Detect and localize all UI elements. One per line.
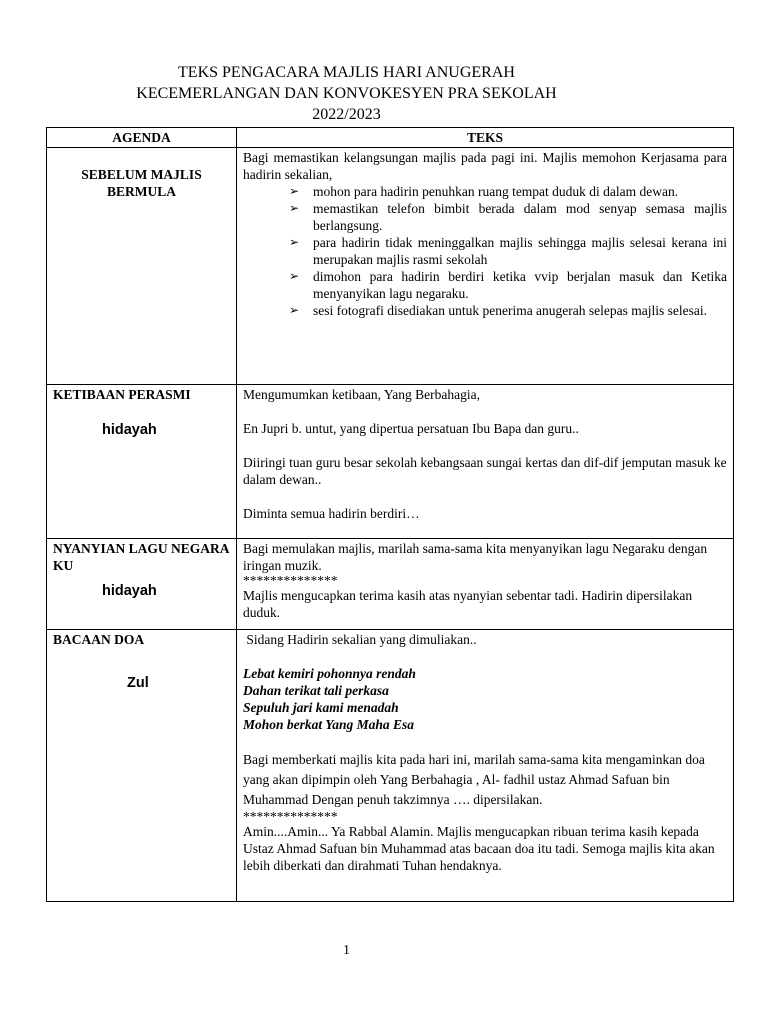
teks-cell [237, 630, 734, 902]
agenda-cell [47, 539, 237, 630]
announcement-line: Diminta semua hadirin berdiri… [243, 506, 420, 521]
agenda-label: BACAAN DOA [53, 632, 145, 647]
pantun-line: Mohon berkat Yang Maha Esa [243, 717, 415, 732]
arrowhead-bullet-icon: ➢ [289, 201, 300, 215]
opening-line: Sidang Hadirin sekalian yang dimuliakan.. [243, 632, 477, 647]
agenda-cell [47, 385, 237, 539]
pantun-line: Sepuluh jari kami menadah [243, 700, 399, 715]
title-line-3: 2022/2023 [312, 106, 381, 123]
list-item-text: memastikan telefon bimbit berada dalam mod senyap semasa majlis berlangsung. [313, 201, 727, 233]
list-item-text: mohon para hadirin penuhkan ruang tempat duduk di dalam dewan. [313, 184, 679, 199]
arrowhead-bullet-icon: ➢ [289, 184, 300, 198]
list-item [243, 183, 727, 200]
agenda-label: KETIBAAN PERASMI [53, 387, 191, 402]
list-item [243, 302, 727, 319]
page-number: 1 [343, 943, 350, 958]
title-line-2: KECEMERLANGAN DAN KONVOKESYEN PRA SEKOLAH [136, 85, 557, 102]
announcement-line: Diiringi tuan guru besar sekolah kebangsaan sungai kertas dan dif-dif jemputan masuk ke dalam dewan.. [243, 455, 727, 487]
arrowhead-bullet-icon: ➢ [289, 235, 300, 249]
agenda-label: SEBELUM MAJLIS BERMULA [81, 167, 202, 199]
agenda-label: NYANYIAN LAGU NEGARA KU [53, 541, 229, 573]
agenda-cell [47, 148, 237, 385]
separator-stars: ************** [243, 809, 338, 824]
document-title [0, 62, 693, 125]
list-item [243, 234, 727, 268]
paragraph: Bagi memulakan majlis, marilah sama-sama kita menyanyikan lagu Negaraku dengan iringan muzik. [243, 541, 708, 573]
intro-text: Bagi memastikan kelangsungan majlis pada pagi ini. Majlis memohon Kerjasama para hadirin sekalian, [243, 150, 727, 182]
bullet-list [243, 183, 727, 319]
list-item [243, 268, 727, 302]
paragraph: Bagi memberkati majlis kita pada hari ini, marilah sama-sama kita mengaminkan doa yang akan dipimpin oleh Yang Berbahagia , Al- fadhil ustaz Ahmad Safuan bin Muhammad Dengan penuh takzimnya …. dipersilakan. [243, 752, 705, 807]
header-teks: TEKS [237, 128, 734, 148]
teks-cell [237, 385, 734, 539]
list-item-text: dimohon para hadirin berdiri ketika vvip berjalan masuk dan Ketika menyanyikan lagu negaraku. [313, 269, 727, 301]
teks-cell [237, 148, 734, 385]
teks-cell [237, 539, 734, 630]
arrowhead-bullet-icon: ➢ [289, 303, 300, 317]
table-row [47, 148, 734, 385]
arrowhead-bullet-icon: ➢ [289, 269, 300, 283]
paragraph: Amin....Amin... Ya Rabbal Alamin. Majlis mengucapkan ribuan terima kasih kepada Ustaz Ahmad Safuan bin Muhammad atas bacaan doa itu tadi. Semoga majlis kita akan lebih diberkati dan dirahmati Tuhan hendaknya. [243, 824, 715, 873]
table-row [47, 539, 734, 630]
announcement-line: En Jupri b. untut, yang dipertua persatuan Ibu Bapa dan guru.. [243, 421, 579, 436]
list-item-text: para hadirin tidak meninggalkan majlis sehingga majlis selesai kerana ini merupakan majlis rasmi sekolah [313, 235, 727, 267]
table-row [47, 385, 734, 539]
pantun-line: Dahan terikat tali perkasa [243, 683, 389, 698]
pantun-line: Lebat kemiri pohonnya rendah [243, 666, 416, 681]
header-agenda: AGENDA [47, 128, 237, 148]
paragraph: Majlis mengucapkan terima kasih atas nyanyian sebentar tadi. Hadirin dipersilakan duduk. [243, 588, 693, 620]
announcement-line: Mengumumkan ketibaan, Yang Berbahagia, [243, 387, 480, 402]
presenter-name: hidayah [102, 583, 157, 599]
list-item-text: sesi fotografi disediakan untuk penerima anugerah selepas majlis selesai. [313, 303, 707, 318]
list-item [243, 200, 727, 234]
table-row [47, 630, 734, 902]
title-line-1: TEKS PENGACARA MAJLIS HARI ANUGERAH [178, 64, 515, 81]
agenda-cell [47, 630, 237, 902]
agenda-table [46, 127, 734, 902]
presenter-name: hidayah [102, 422, 157, 438]
presenter-name: Zul [127, 675, 149, 691]
separator-stars: ************** [243, 573, 338, 588]
table-header-row [47, 128, 734, 148]
